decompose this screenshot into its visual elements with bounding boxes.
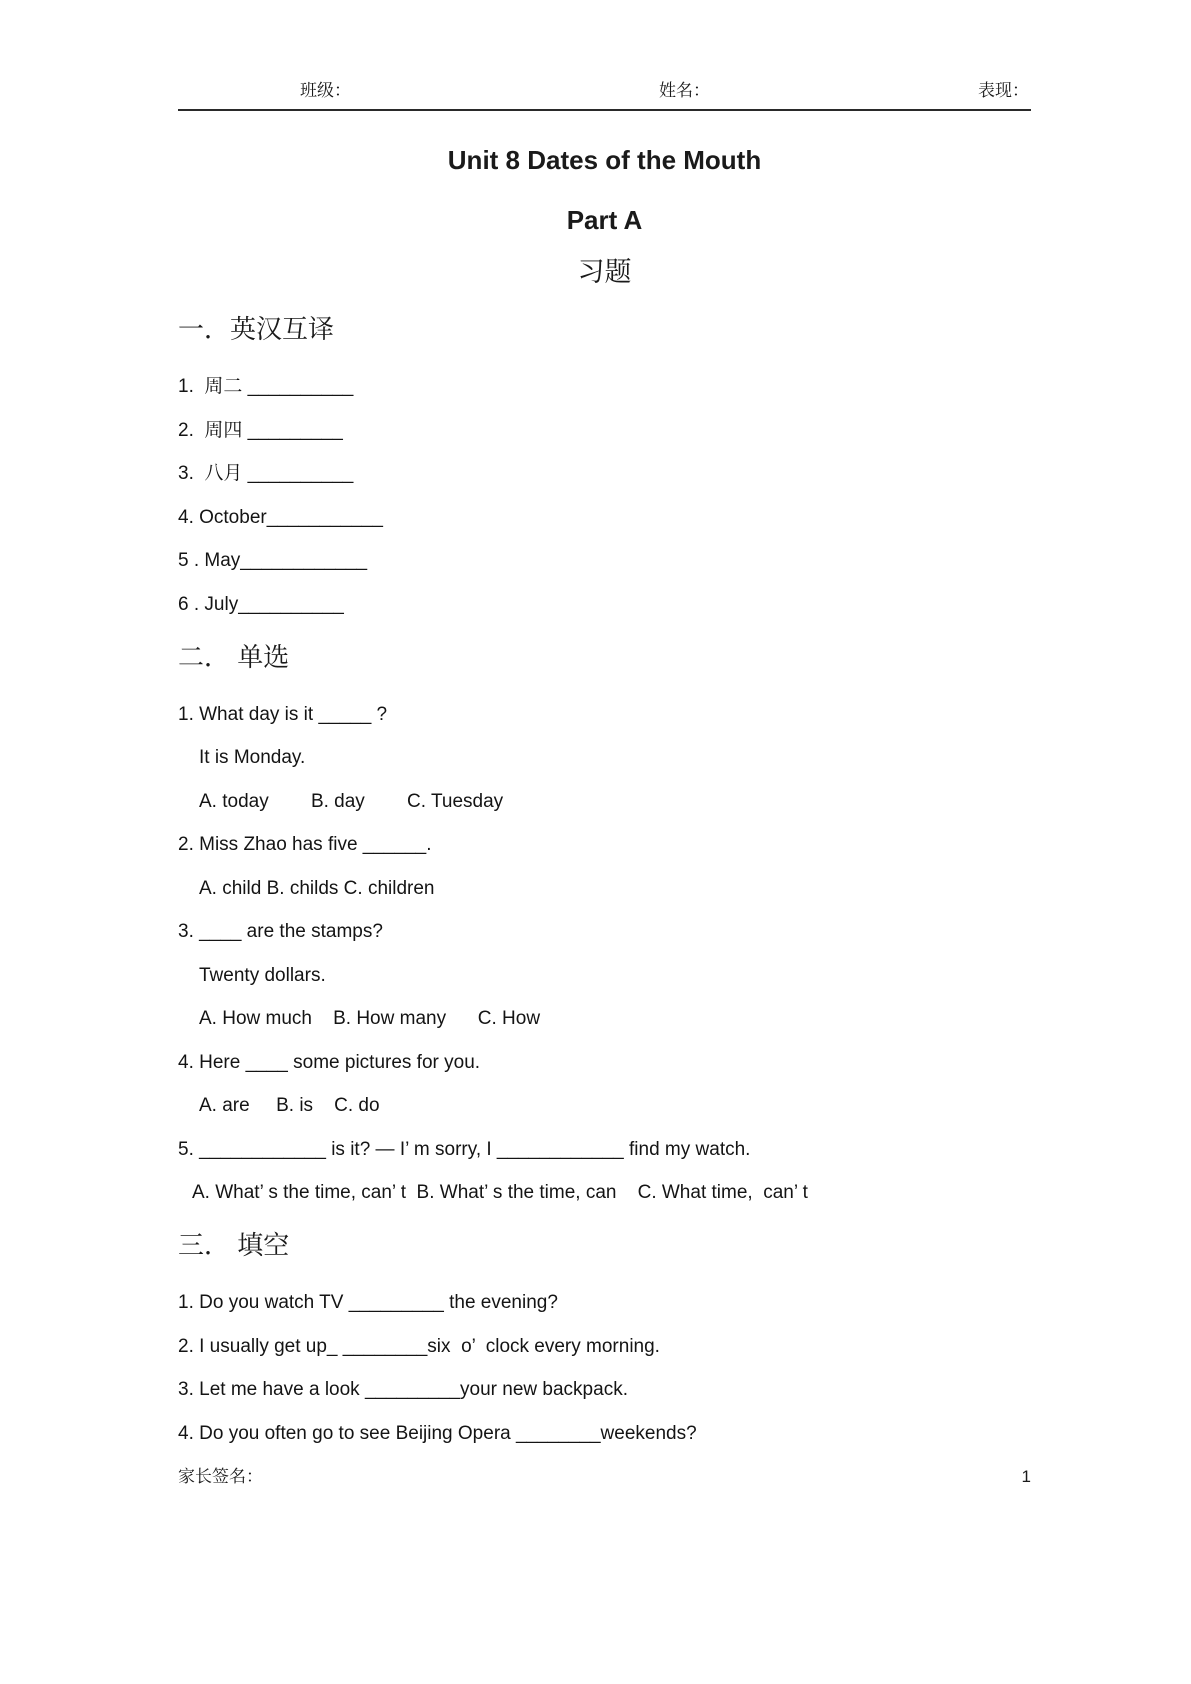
header-divider [178,109,1031,111]
fill-question: 2. I usually get up_ ________six o’ clock every morning. [178,1335,660,1357]
page-number: 1 [1021,1467,1031,1486]
choice-options: A. How much B. How many C. How [199,1008,541,1029]
section-choice-heading: 二． 单选 [178,641,290,672]
translation-item: 2. 周四 _________ [178,419,343,441]
translation-item: 6 . July__________ [178,593,344,615]
choice-options: A. What’ s the time, can’ t B. What’ s the time, can C. What time, can’ t [192,1182,808,1203]
page-header [178,80,1031,102]
exercise-subtitle: 习题 [577,257,632,287]
section-fill-heading: 三． 填空 [178,1230,290,1260]
fill-question: 4. Do you often go to see Beijing Opera ________weekends? [178,1422,697,1444]
section-translation-heading: 一．英汉互译 [178,314,335,344]
fill-question: 3. Let me have a look _________your new backpack. [178,1379,628,1400]
choice-options: A. child B. childs C. children [199,877,435,899]
translation-item: 4. October___________ [178,506,383,528]
choice-question: 5. ____________ is it? — I’ m sorry, I ____________ find my watch. [178,1138,751,1160]
fill-question: 1. Do you watch TV _________ the evening? [178,1292,558,1313]
section-choice [178,641,1031,1203]
document-title: Unit 8 Dates of the Mouth [447,145,762,175]
choice-options: A. are B. is C. do [199,1095,380,1116]
parent-signature-label: 家长签名： [178,1467,263,1486]
class-field-label: 班级： [300,81,351,100]
part-heading: Part A [566,205,643,235]
choice-question: 3. ____ are the stamps? [178,921,383,942]
section-translation [178,316,1031,614]
choice-answer-line: Twenty dollars. [199,964,326,986]
name-field-label: 姓名： [659,81,710,100]
choice-question: 2. Miss Zhao has five ______. [178,834,432,855]
translation-item: 5 . May____________ [178,550,368,571]
translation-item: 1. 周二 __________ [178,376,354,397]
choice-answer-line: It is Monday. [199,747,306,768]
performance-field-label: 表现： [978,81,1029,100]
page-footer [178,1467,1031,1487]
translation-item: 3. 八月 __________ [178,463,354,484]
section-fill [178,1232,1031,1443]
choice-options: A. today B. day C. Tuesday [199,790,504,812]
choice-question: 4. Here ____ some pictures for you. [178,1051,481,1073]
choice-question: 1. What day is it _____ ? [178,703,388,725]
